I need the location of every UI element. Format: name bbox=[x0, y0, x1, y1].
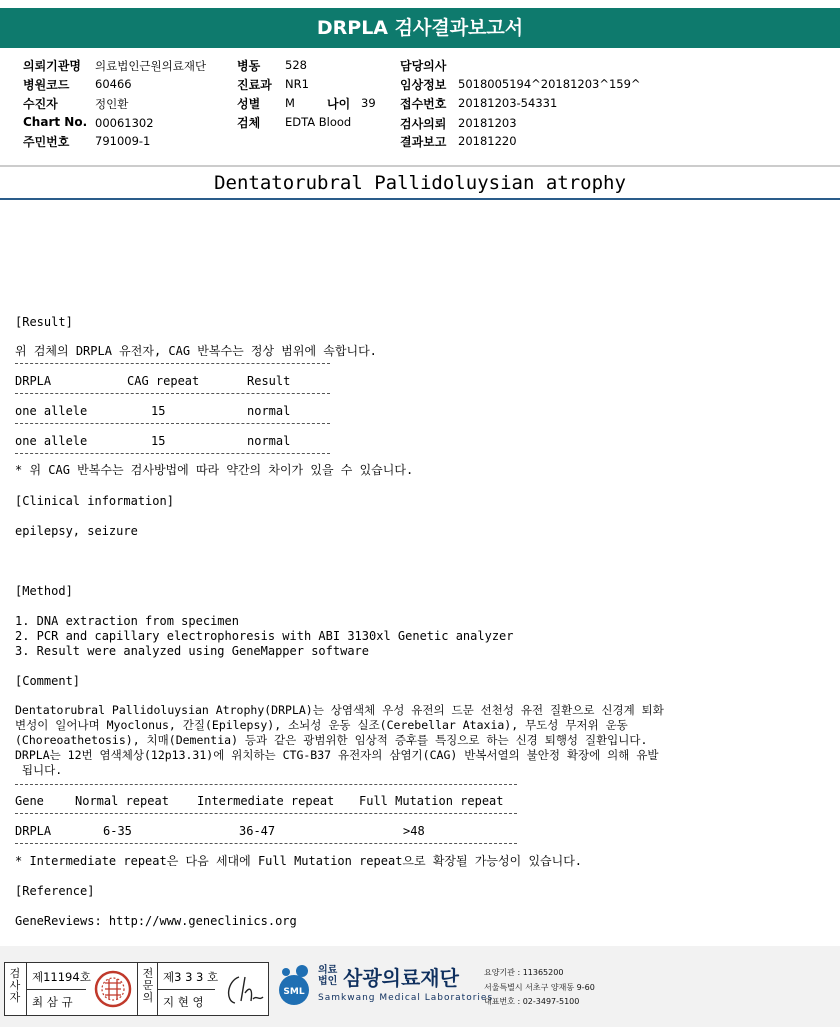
result-row-1-repeat: 15 bbox=[151, 404, 166, 418]
clinical-heading: [Clinical information] bbox=[15, 494, 174, 508]
comment-heading: [Comment] bbox=[15, 674, 81, 688]
specialist-number: 제3 3 3 호 bbox=[163, 970, 219, 984]
specimen-value: EDTA Blood bbox=[285, 115, 352, 129]
comment-line: DRPLA는 12번 염색체상(12p13.31)에 위치하는 CTG-B37 유전자의 삼염기(CAG) 반복서열의 불안정 확장에 의해 유발 bbox=[15, 748, 659, 762]
clinical-text: epilepsy, seizure bbox=[15, 524, 138, 538]
clinical-value: 5018005194^20181203^159^ bbox=[458, 77, 641, 91]
repeat-col-gene: Gene bbox=[15, 794, 44, 808]
request-label: 검사의뢰 bbox=[400, 117, 447, 131]
age-label: 나이 bbox=[327, 97, 351, 111]
repeat-table-rule bbox=[15, 813, 517, 814]
result-col-gene: DRPLA bbox=[15, 374, 52, 388]
doctor-label: 담당의사 bbox=[400, 59, 447, 73]
checker-label: 검사자 bbox=[9, 967, 21, 1004]
title-divider bbox=[0, 198, 840, 200]
checker-name: 최 삼 규 bbox=[32, 995, 73, 1009]
report-header bbox=[0, 54, 840, 166]
method-step-3: 3. Result were analyzed using GeneMapper software bbox=[15, 644, 370, 658]
result-col-repeat: CAG repeat bbox=[127, 374, 200, 388]
request-value: 20181203 bbox=[458, 116, 517, 130]
org-phone: 대표번호 : 02-3497-5100 bbox=[484, 997, 580, 1006]
patient-value: 정인환 bbox=[95, 97, 129, 111]
result-col-result: Result bbox=[247, 374, 291, 388]
repeat-row-gene: DRPLA bbox=[15, 824, 52, 838]
ward-value: 528 bbox=[285, 58, 307, 72]
age-value: 39 bbox=[361, 96, 376, 110]
dept-value: NR1 bbox=[285, 77, 309, 91]
chart-value: 00061302 bbox=[95, 116, 154, 130]
repeat-row-full: >48 bbox=[403, 824, 425, 838]
code-value: 60466 bbox=[95, 77, 132, 91]
result-note: * 위 CAG 반복수는 검사방법에 따라 약간의 차이가 있을 수 있습니다. bbox=[15, 463, 414, 477]
repeat-col-intermediate: Intermediate repeat bbox=[197, 794, 335, 808]
sml-logo-icon bbox=[272, 962, 314, 1006]
report-date-label: 결과보고 bbox=[400, 135, 447, 149]
result-heading: [Result] bbox=[15, 315, 73, 329]
org-name: 삼광의료재단 bbox=[343, 966, 459, 990]
result-summary: 위 검체의 DRPLA 유전자, CAG 반복수는 정상 범위에 속합니다. bbox=[15, 344, 377, 358]
sex-value: M bbox=[285, 96, 295, 110]
comment-note: * Intermediate repeat은 다음 세대에 Full Mutation repeat으로 확장될 가능성이 있습니다. bbox=[15, 854, 583, 868]
org-prefix: 의료법인 bbox=[318, 965, 338, 987]
method-step-2: 2. PCR and capillary electrophoresis with ABI 3130xl Genetic analyzer bbox=[15, 629, 514, 643]
checker-number: 제11194호 bbox=[32, 970, 91, 984]
method-step-1: 1. DNA extraction from specimen bbox=[15, 614, 239, 628]
result-row-2-result: normal bbox=[247, 434, 291, 448]
org-english-name: Samkwang Medical Laboratories bbox=[318, 993, 494, 1003]
repeat-table-rule bbox=[15, 843, 517, 844]
hospital-label: 의뢰기관명 bbox=[23, 59, 81, 73]
specialist-name: 지 현 영 bbox=[163, 995, 204, 1009]
repeat-row-normal: 6-35 bbox=[103, 824, 132, 838]
comment-line: Dentatorubral Pallidoluysian Atrophy(DRPLA)는 상염색체 우성 유전의 드문 선천성 유전 질환으로 신경계 퇴화 bbox=[15, 703, 664, 717]
result-row-1-allele: one allele bbox=[15, 404, 88, 418]
result-table-rule bbox=[15, 393, 330, 394]
org-address: 서울특별시 서초구 양재동 9-60 bbox=[484, 983, 595, 992]
receipt-value: 20181203-54331 bbox=[458, 96, 558, 110]
comment-line: 됩니다. bbox=[15, 763, 63, 777]
result-row-2-repeat: 15 bbox=[151, 434, 166, 448]
code-label: 병원코드 bbox=[23, 78, 70, 92]
receipt-label: 접수번호 bbox=[400, 97, 447, 111]
resident-label: 주민번호 bbox=[23, 135, 70, 149]
institution-code: 요양기관 : 11365200 bbox=[484, 968, 564, 977]
result-row-2-allele: one allele bbox=[15, 434, 88, 448]
method-heading: [Method] bbox=[15, 584, 73, 598]
reference-text: GeneReviews: http://www.geneclinics.org bbox=[15, 914, 297, 928]
logo-mark: SML bbox=[283, 987, 305, 997]
disease-title: Dentatorubral Pallidoluysian atrophy bbox=[214, 172, 626, 194]
repeat-table-rule bbox=[15, 784, 517, 785]
resident-value: 791009-1 bbox=[95, 134, 151, 148]
repeat-col-normal: Normal repeat bbox=[75, 794, 169, 808]
specialist-label: 전문의 bbox=[142, 967, 154, 1004]
clinical-label: 임상정보 bbox=[400, 78, 447, 92]
report-date-value: 20181220 bbox=[458, 134, 517, 148]
ward-label: 병동 bbox=[237, 59, 261, 73]
specimen-label: 검체 bbox=[237, 116, 261, 130]
result-table-rule bbox=[15, 423, 330, 424]
chart-label: Chart No. bbox=[23, 115, 88, 129]
hospital-value: 의료법인근원의료재단 bbox=[95, 59, 207, 73]
result-row-1-result: normal bbox=[247, 404, 291, 418]
comment-line: (Choreoathetosis), 치매(Dementia) 등과 같은 광범위한 임상적 증후를 특징으로 하는 신경 퇴행성 질환입니다. bbox=[15, 733, 648, 747]
dept-label: 진료과 bbox=[237, 78, 272, 92]
patient-label: 수진자 bbox=[23, 97, 58, 111]
comment-line: 변성이 일어나며 Myoclonus, 간질(Epilepsy), 소뇌성 운동 실조(Cerebellar Ataxia), 무도성 무저위 운동 bbox=[15, 718, 628, 732]
reference-heading: [Reference] bbox=[15, 884, 95, 898]
report-title: DRPLA 검사결과보고서 bbox=[0, 8, 840, 48]
signature-icon bbox=[219, 971, 265, 1009]
signature-box bbox=[4, 962, 269, 1016]
repeat-row-intermediate: 36-47 bbox=[239, 824, 276, 838]
official-seal-icon bbox=[93, 969, 133, 1009]
result-table-rule bbox=[15, 363, 330, 364]
sex-label: 성별 bbox=[237, 97, 261, 111]
header-divider bbox=[0, 165, 840, 167]
repeat-col-full: Full Mutation repeat bbox=[359, 794, 504, 808]
result-table-rule bbox=[15, 453, 330, 454]
